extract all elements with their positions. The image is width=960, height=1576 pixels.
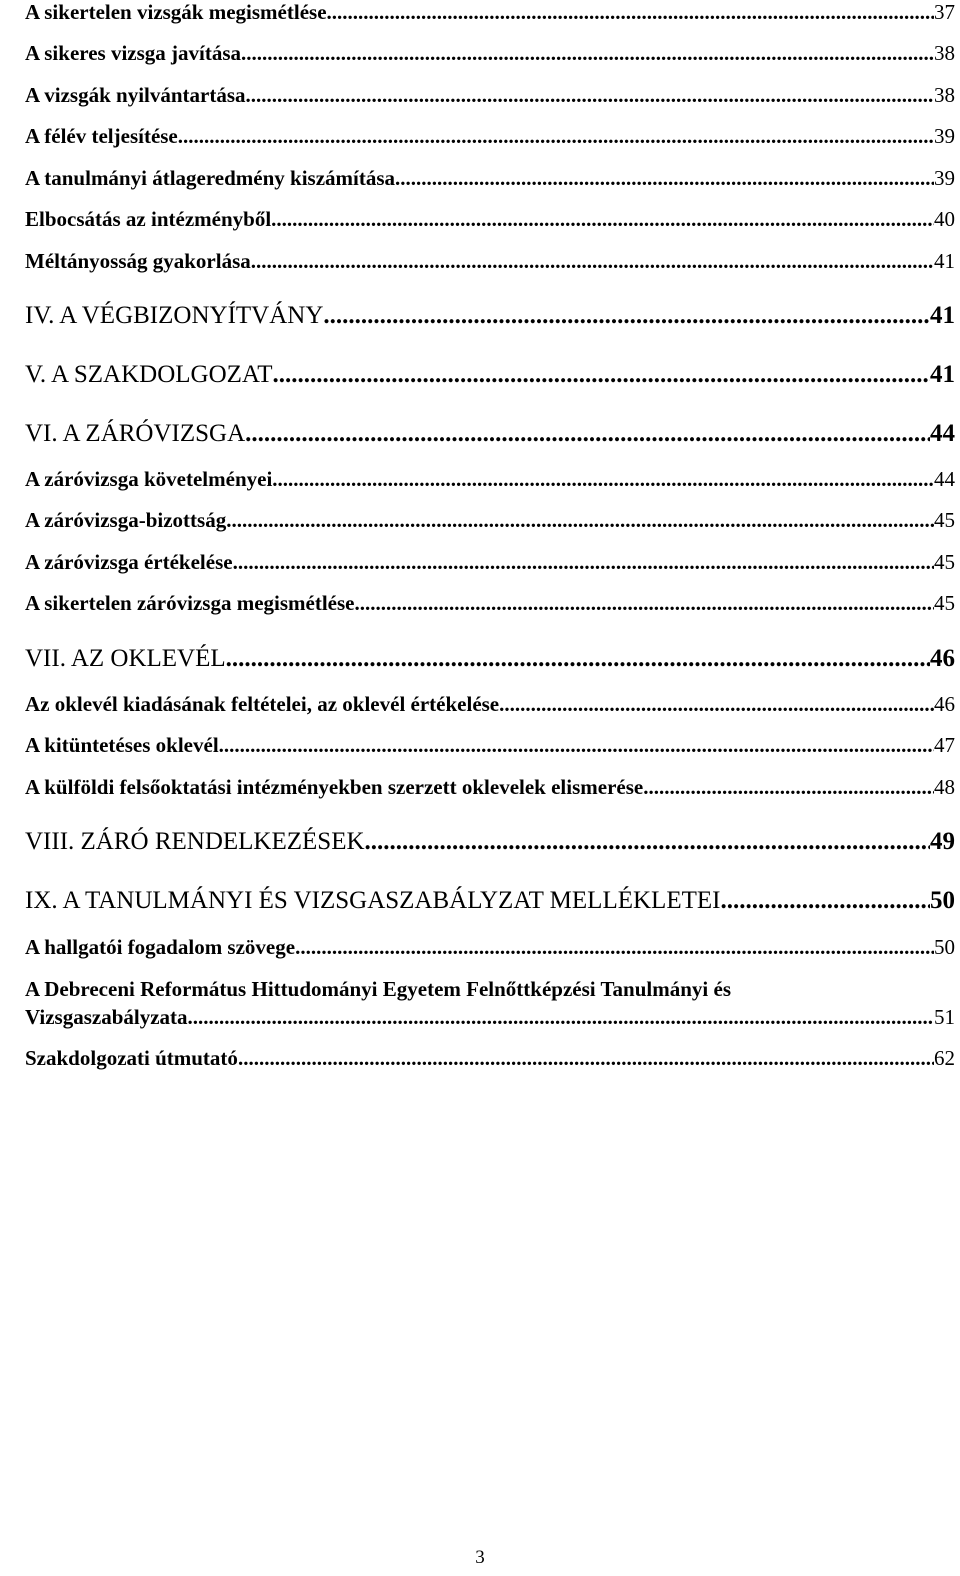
toc-chapter-page: 50 — [930, 887, 955, 914]
toc-entry-title-line1[interactable]: A Debreceni Református Hittudományi Egyetem Felnőttképzési Tanulmányi és — [25, 977, 732, 1001]
toc-chapter-page: 46 — [930, 645, 955, 672]
toc-entry-page: 37 — [934, 0, 955, 24]
toc-entry[interactable] — [25, 591, 955, 616]
toc-entry-title: A hallgatói fogadalom szövege — [25, 935, 296, 959]
toc-entry-page: 40 — [934, 207, 955, 231]
dot-leader — [499, 692, 934, 717]
toc-entry-page: 48 — [934, 775, 955, 799]
toc-entry-title: A kitüntetéses oklevél — [25, 733, 219, 757]
toc-entry-page: 39 — [934, 124, 955, 148]
toc-entry-title: A sikeres vizsga javítása — [25, 41, 242, 65]
toc-entry-title: A külföldi felsőoktatási intézményekben szerzett oklevelek elismerése — [25, 775, 644, 799]
toc-entry-page: 50 — [934, 935, 955, 959]
dot-leader — [238, 1046, 934, 1071]
dot-leader — [272, 467, 934, 492]
dot-leader — [272, 361, 930, 389]
toc-entry-page: 45 — [934, 508, 955, 532]
toc-entry-title: A tanulmányi átlageredmény kiszámítása — [25, 166, 396, 190]
toc-entry-title: A záróvizsga értékelése — [25, 550, 233, 574]
dot-leader — [241, 41, 934, 66]
dot-leader — [323, 302, 930, 330]
toc-entry-page: 46 — [934, 692, 955, 716]
toc-chapter[interactable] — [25, 420, 955, 448]
toc-entry[interactable] — [25, 692, 955, 717]
toc-entry[interactable] — [25, 1005, 955, 1030]
toc-entry-page: 38 — [934, 41, 955, 65]
toc-entry-title: Vizsgaszabályzata — [25, 1005, 188, 1029]
dot-leader — [720, 887, 930, 915]
toc-chapter-title: IX. A TANULMÁNYI ÉS VIZSGASZABÁLYZAT MELLÉKLETEI — [25, 887, 721, 914]
toc-entry[interactable] — [25, 550, 955, 575]
dot-leader — [251, 249, 934, 274]
toc-entry-page: 47 — [934, 733, 955, 757]
dot-leader — [233, 550, 934, 575]
dot-leader — [245, 420, 930, 448]
toc-chapter[interactable] — [25, 302, 955, 330]
toc-entry-page: 44 — [934, 467, 955, 491]
toc-entry-page: 39 — [934, 166, 955, 190]
toc-entry-page: 45 — [934, 591, 955, 615]
toc-entry-title: A záróvizsga-bizottság — [25, 508, 227, 532]
dot-leader — [188, 1005, 934, 1030]
toc-chapter-page: 41 — [930, 361, 955, 388]
dot-leader — [354, 591, 934, 616]
toc-entry-page: 62 — [934, 1046, 955, 1070]
dot-leader — [643, 775, 934, 800]
toc-entry-title: Méltányosság gyakorlása — [25, 249, 251, 273]
toc-entry-title: Szakdolgozati útmutató — [25, 1046, 238, 1070]
toc-chapter-page: 44 — [930, 420, 955, 447]
toc-entry[interactable] — [25, 249, 955, 274]
toc-chapter[interactable] — [25, 361, 955, 389]
dot-leader — [395, 166, 934, 191]
toc-chapter[interactable] — [25, 828, 955, 856]
toc-entry-title: A záróvizsga követelményei — [25, 467, 273, 491]
toc-chapter[interactable] — [25, 887, 955, 915]
toc-chapter-title: V. A SZAKDOLGOZAT — [25, 361, 273, 388]
toc-chapter-title: VIII. ZÁRÓ RENDELKEZÉSEK — [25, 828, 365, 855]
toc-chapter-title: VII. AZ OKLEVÉL — [25, 645, 226, 672]
toc-entry[interactable] — [25, 0, 955, 25]
toc-entry-title: Elbocsátás az intézményből — [25, 207, 272, 231]
toc-entry[interactable] — [25, 508, 955, 533]
page-number: 3 — [475, 1547, 485, 1568]
dot-leader — [226, 645, 930, 673]
dot-leader — [271, 207, 934, 232]
dot-leader — [246, 83, 934, 108]
toc-entry-page: 45 — [934, 550, 955, 574]
toc-entry[interactable] — [25, 166, 955, 191]
dot-leader — [365, 828, 930, 856]
toc-entry-title: A sikertelen vizsgák megismétlése — [25, 0, 327, 24]
toc-entry-title: Az oklevél kiadásának feltételei, az oklevél értékelése — [25, 692, 500, 716]
toc-chapter-title: IV. A VÉGBIZONYÍTVÁNY — [25, 302, 324, 329]
toc-entry[interactable] — [25, 207, 955, 232]
toc-entry[interactable] — [25, 733, 955, 758]
toc-entry[interactable] — [25, 935, 955, 960]
dot-leader — [226, 508, 934, 533]
dot-leader — [219, 733, 934, 758]
dot-leader — [178, 124, 934, 149]
toc-entry-page: 38 — [934, 83, 955, 107]
toc-entry[interactable] — [25, 467, 955, 492]
toc-chapter-title: VI. A ZÁRÓVIZSGA — [25, 420, 246, 447]
toc-entry[interactable] — [25, 124, 955, 149]
toc-entry-title: A félév teljesítése — [25, 124, 178, 148]
toc-entry-title: A sikertelen záróvizsga megismétlése — [25, 591, 355, 615]
toc-entry-page: 51 — [934, 1005, 955, 1029]
toc-entry-title: A vizsgák nyilvántartása — [25, 83, 246, 107]
toc-entry[interactable] — [25, 1046, 955, 1071]
toc-chapter-page: 41 — [930, 302, 955, 329]
toc-chapter-page: 49 — [930, 828, 955, 855]
toc-entry-page: 41 — [934, 249, 955, 273]
dot-leader — [327, 0, 934, 25]
toc-entry[interactable] — [25, 83, 955, 108]
toc-entry[interactable] — [25, 775, 955, 800]
dot-leader — [295, 935, 934, 960]
toc-chapter[interactable] — [25, 645, 955, 673]
toc-entry[interactable] — [25, 41, 955, 66]
